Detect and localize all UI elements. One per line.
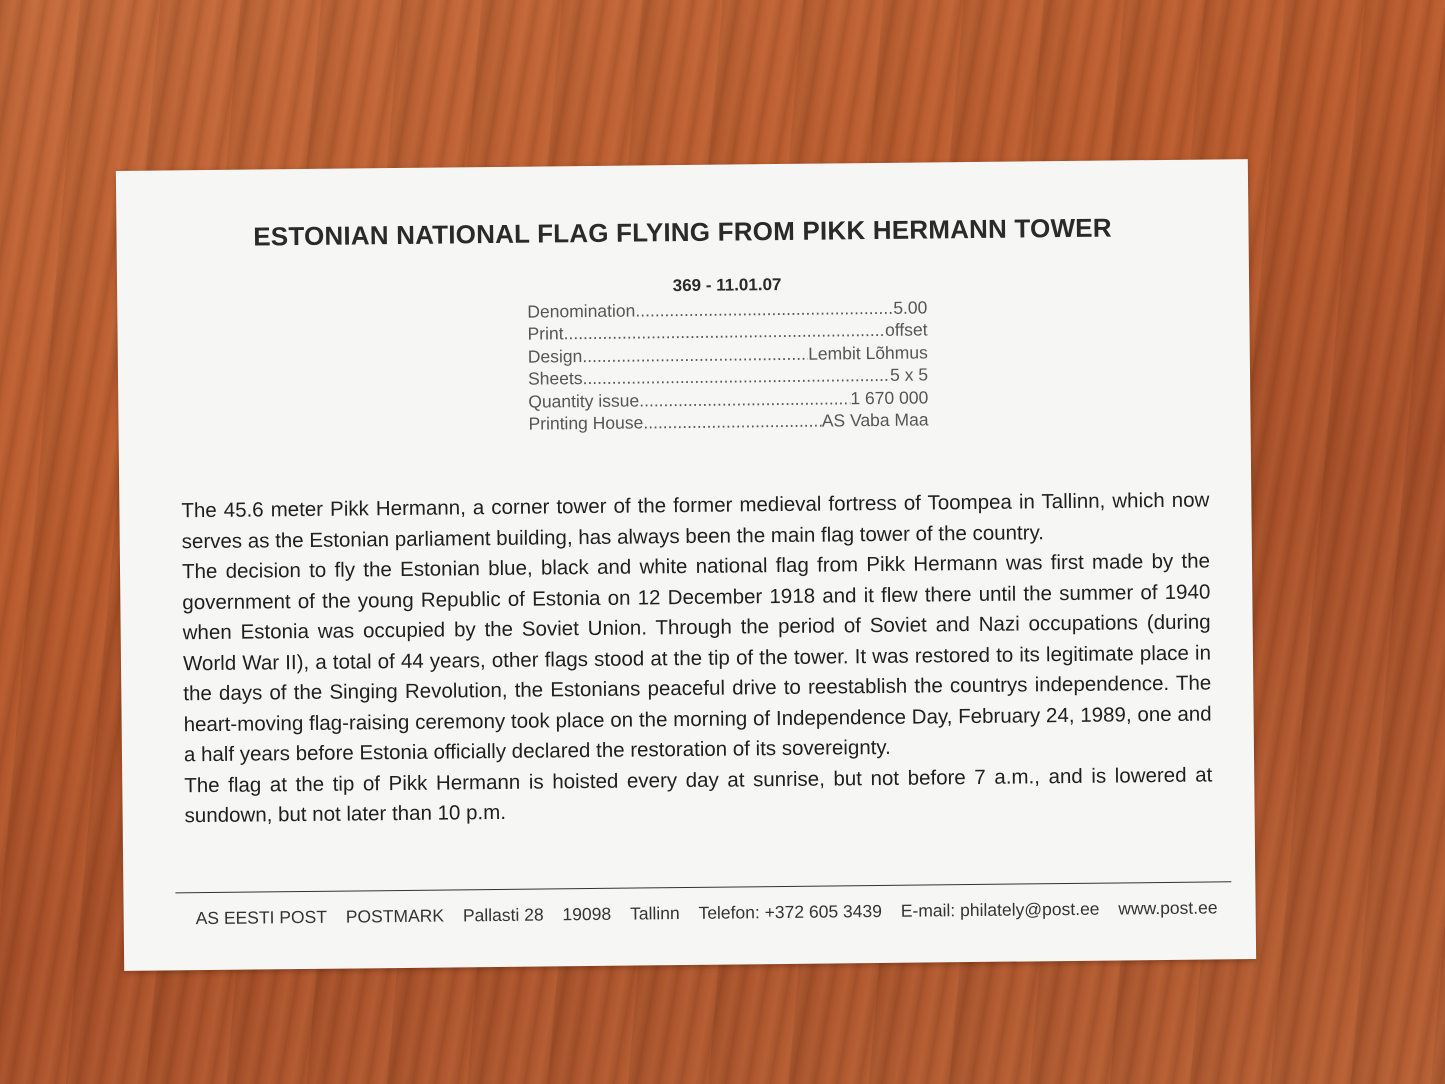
spec-value: offset (884, 319, 928, 340)
leader-dots (635, 296, 893, 321)
spec-value: 5.00 (893, 296, 928, 318)
stamp-specs (527, 272, 929, 435)
paragraph: The 45.6 meter Pikk Hermann, a corner tower of the former medieval fortress of Toompea in Tallinn, which now serves as the Estonian parliament building, has always been the main flag tower of the country. (181, 488, 1210, 553)
footer-postcode: 19098 (562, 903, 612, 925)
paragraph: The flag at the tip of Pikk Hermann is hoisted every day at sunrise, but not before 7 a.m., and is lowered at sundown, but not later than 10 p.m. (184, 763, 1213, 828)
footer-city: Tallinn (629, 903, 680, 924)
leader-dots (643, 410, 822, 434)
description-text (181, 486, 1212, 832)
spec-label: Design (527, 345, 583, 367)
card-title: ESTONIAN NATIONAL FLAG FLYING FROM PIKK HERMANN TOWER (253, 212, 1112, 252)
spec-label: Sheets (527, 368, 583, 389)
footer-postmark: POSTMARK (345, 905, 445, 927)
footer-contact (196, 897, 1218, 929)
stamp-info-card (116, 159, 1256, 971)
leader-dots (582, 364, 890, 390)
spec-value: 5 x 5 (889, 364, 929, 385)
spec-value: AS Vaba Maa (821, 409, 929, 431)
spec-label: Print (527, 323, 564, 344)
leader-dots (563, 319, 885, 345)
spec-label: Printing House (528, 412, 644, 434)
paragraph: The decision to fly the Estonian blue, black and white national flag from Pikk Hermann was first made by the government of the young Republic of Estonia on 12 December 1918 and it flew there until the summer of 1940 when Estonia was occupied by the Soviet Union. Through the period of Soviet and Nazi occupations (during World War II), a total of 44 years, other flags stood at the tip of the tower. It was restored to its legitimate place in the days of the Singing Revolution, the Estonians peaceful drive to reestablish the countrys independence. The heart-moving flag-raising ceremony took place on the morning of Independence Day, February 24, 1989, one and a half years before Estonia officially declared the restoration of its sovereignty. (181, 549, 1212, 767)
spec-printing-house (528, 408, 928, 435)
footer-company: AS EESTI POST (195, 906, 328, 929)
issue-code: 369 - 11.01.07 (672, 274, 782, 296)
leader-dots (639, 387, 850, 412)
footer-phone: Telefon: +372 605 3439 (698, 900, 883, 923)
spec-label: Quantity issue (528, 389, 640, 412)
spec-value: Lembit Lõhmus (808, 341, 928, 364)
spec-label: Denomination (527, 300, 636, 322)
spec-value: 1 670 000 (850, 386, 929, 408)
leader-dots (582, 342, 808, 367)
footer-website: www.post.ee (1118, 897, 1218, 919)
footer-email: E-mail: philately@post.ee (900, 898, 1100, 921)
footer-address: Pallasti 28 (462, 904, 544, 926)
divider-line (175, 881, 1231, 893)
